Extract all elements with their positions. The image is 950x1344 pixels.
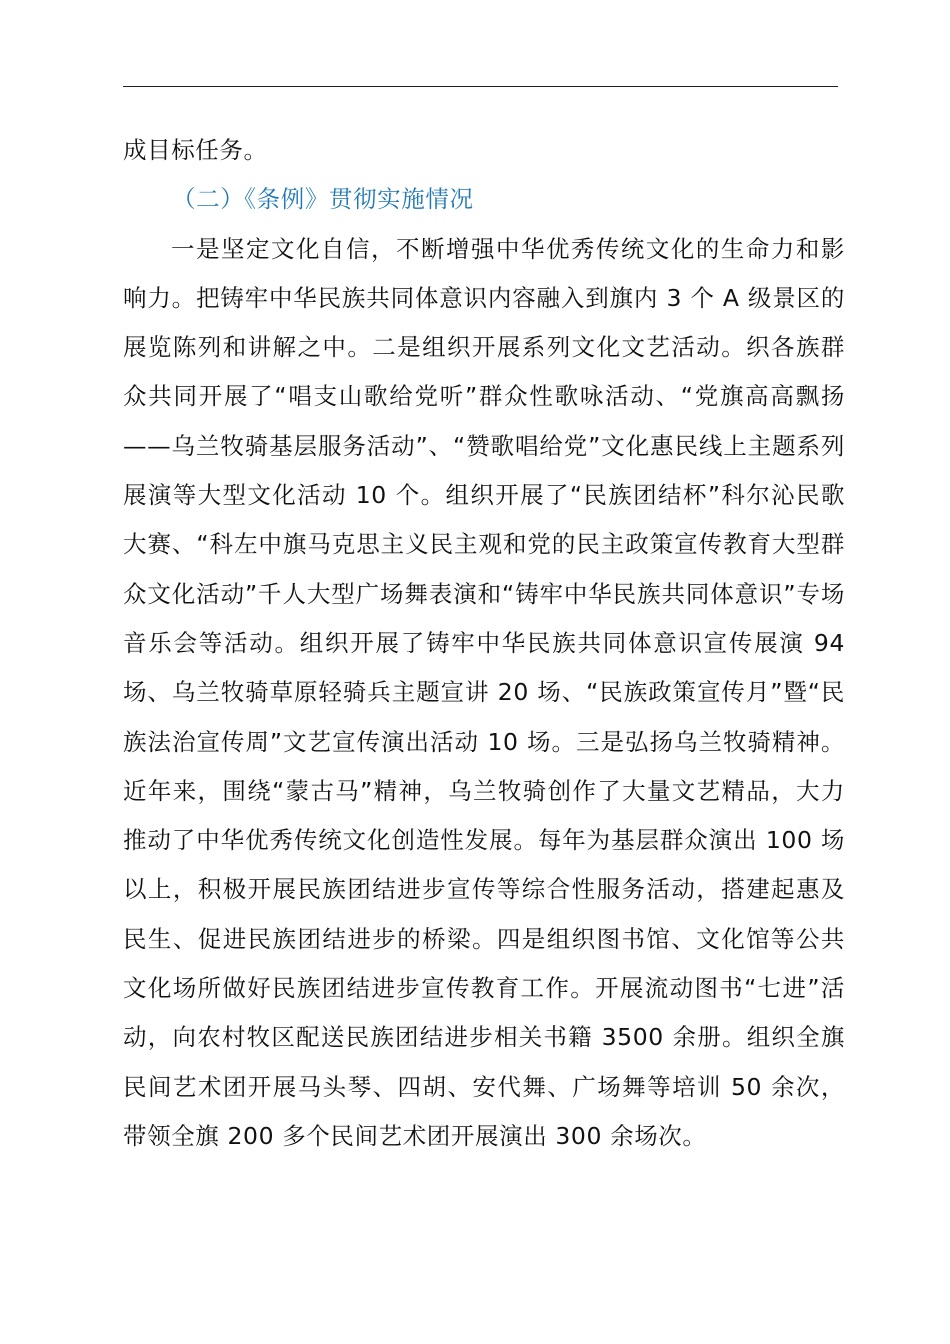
document-body <box>123 126 845 1161</box>
body-paragraph: 一是坚定文化自信，不断增强中华优秀传统文化的生命力和影响力。把铸牢中华民族共同体意识内容融入到旗内 3 个 A 级景区的展览陈列和讲解之中。二是组织开展系列文化文艺活动。织各族群众共同开展了“唱支山歌给党听”群众性歌咏活动、“党旗高高飘扬——乌兰牧骑基层服务活动”、“赞歌唱给党”文化惠民线上主题系列展演等大型文化活动 10 个。组织开展了“民族团结杯”科尔沁民歌大赛、“科左中旗马克思主义民主观和党的民主政策宣传教育大型群众文化活动”千人大型广场舞表演和“铸牢中华民族共同体意识”专场音乐会等活动。组织开展了铸牢中华民族共同体意识宣传展演 94 场、乌兰牧骑草原轻骑兵主题宣讲 20 场、“民族政策宣传月”暨“民族法治宣传周”文艺宣传演出活动 10 场。三是弘扬乌兰牧骑精神。近年来，围绕“蒙古马”精神，乌兰牧骑创作了大量文艺精品，大力推动了中华优秀传统文化创造性发展。每年为基层群众演出 100 场以上，积极开展民族团结进步宣传等综合性服务活动，搭建起惠及民生、促进民族团结进步的桥梁。四是组织图书馆、文化馆等公共文化场所做好民族团结进步宣传教育工作。开展流动图书“七进”活动，向农村牧区配送民族团结进步相关书籍 3500 余册。组织全旗民间艺术团开展马头琴、四胡、安代舞、广场舞等培训 50 余次，带领全旗 200 多个民间艺术团开展演出 300 余场次。 <box>123 234 845 1150</box>
lead-line: 成目标任务。 <box>123 136 268 164</box>
header-rule <box>123 86 838 87</box>
section-heading: （二）《条例》贯彻实施情况 <box>172 185 474 214</box>
